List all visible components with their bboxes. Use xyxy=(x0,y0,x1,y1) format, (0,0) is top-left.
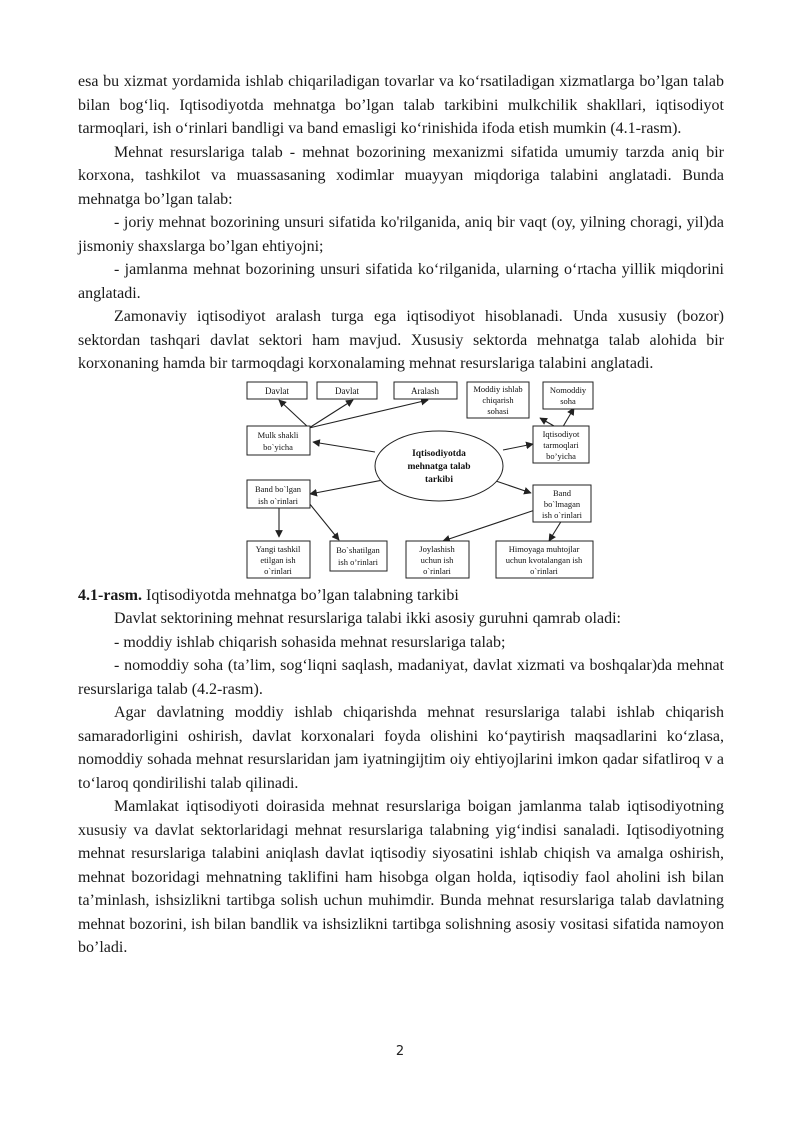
svg-text:bo’yicha: bo’yicha xyxy=(546,450,576,461)
svg-text:Joylashish: Joylashish xyxy=(419,543,455,554)
paragraph-4: - jamlanma mehnat bozorining unsuri sifatida ko‘rilganida, ularning o‘rtacha yillik miqdorini anglatadi. xyxy=(78,261,724,302)
paragraph-2: Mehnat resurslariga talab - mehnat bozorining mexanizmi sifatida umumiy tarzda aniq bir korxona, tashkilot va muassasaning xodimlar muayyan miqdoriga talabini anglatadi. Bunda mehnatga bo’lgan talab: xyxy=(78,143,724,208)
paragraph-5: Zamonaviy iqtisodiyot aralash turga ega iqtisodiyot hisoblanadi. Unda xususiy (bozor) sektordan tashqari davlat sektori ham mavjud. Xususiy sektorda mehnatga talab alohida bir korxonaning hamda bir tarmoqdagi korxonalaming mehnat resurslariga talabini anglatadi. xyxy=(78,308,724,372)
svg-text:Nomoddiy: Nomoddiy xyxy=(549,384,587,395)
center-line-3: tarkibi xyxy=(425,474,453,485)
box-band xyxy=(247,480,310,508)
page-number: 2 xyxy=(395,1044,405,1059)
svg-text:sohasi: sohasi xyxy=(487,405,509,416)
svg-text:etilgan ish: etilgan ish xyxy=(260,554,296,565)
box-davlat-2 xyxy=(317,382,377,399)
svg-text:tarmoqlari: tarmoqlari xyxy=(543,439,579,450)
box-tarmoqlar xyxy=(533,426,589,463)
svg-text:o`rinlari: o`rinlari xyxy=(264,565,292,576)
document-page xyxy=(78,70,724,960)
box-davlat-1 xyxy=(247,382,307,399)
svg-text:Davlat: Davlat xyxy=(265,385,289,396)
box-moddiy xyxy=(467,382,529,418)
box-aralash xyxy=(394,382,457,399)
svg-text:bo`lmagan: bo`lmagan xyxy=(543,498,581,509)
center-node xyxy=(375,431,503,501)
box-band-emas xyxy=(533,485,591,522)
box-boshatilgan xyxy=(330,541,387,571)
figure-caption xyxy=(78,584,724,608)
box-yangi xyxy=(247,541,310,578)
svg-text:Band: Band xyxy=(553,487,571,498)
svg-text:ish o`rinlari: ish o`rinlari xyxy=(258,495,298,506)
svg-text:Yangi tashkil: Yangi tashkil xyxy=(255,543,301,554)
svg-text:bo`yicha: bo`yicha xyxy=(263,441,293,452)
svg-text:Mulk shakli: Mulk shakli xyxy=(257,429,299,440)
paragraph-10: Mamlakat iqtisodiyoti doirasida mehnat resurslariga boigan jamlanma talab iqtisodiyotning xususiy va davlat sektorlaridagi mehnat resurslariga talabning yig‘indisi sanaladi. Iqtisodiyotning mehnat resurslariga talabini aniqlash davlat iqtisodiy siyosatini ishlab chiqish va amalga oshirish, mehnat bozoridagi mehnatning taklifini ham hisobga olgan holda, iqtisodiy faol aholini ish bilan ta’minlash, ishsizlikni tartibga solish uchun muhimdir. Bunda mehnat resurslariga talab davlatning mehnat bozorini, ish bilan bandlik va ishsizlikni tartibga solishning asosiy vositasi sifatida namoyon bo’ladi. xyxy=(78,798,724,956)
svg-text:Band bo`lgan: Band bo`lgan xyxy=(254,483,302,494)
svg-text:Bo`shatilgan: Bo`shatilgan xyxy=(336,544,380,555)
box-joylashish xyxy=(406,541,469,578)
box-nomoddiy xyxy=(543,382,593,409)
paragraph-9: Agar davlatning moddiy ishlab chiqarishda mehnat resurslariga talabi ishlab chiqarish samaradorligini oshirish, davlat korxonalari foyda olishini ko‘paytirish maqsadlarini ko‘zlasa, nomoddiy sohada mehnat resurslaridan jam iyatningijtim oiy ehtiyojlarini imkon qadar sifatliroq v a to‘laroq qondirilishi talab qilinadi. xyxy=(78,704,724,792)
svg-text:uchun ish: uchun ish xyxy=(420,554,454,565)
caption-number: 4.1-rasm. xyxy=(78,586,142,604)
center-line-2: mehnatga talab xyxy=(407,461,471,472)
paragraph-6: Davlat sektorining mehnat resurslariga talabi ikki asosiy guruhni qamrab oladi: xyxy=(114,610,621,627)
svg-text:uchun kvotalangan ish: uchun kvotalangan ish xyxy=(505,554,583,565)
caption-text: Iqtisodiyotda mehnatga bo’lgan talabning tarkibi xyxy=(141,586,459,604)
demand-structure-diagram xyxy=(243,380,595,584)
svg-text:Himoyaga muhtojlar: Himoyaga muhtojlar xyxy=(508,543,580,554)
svg-text:ish o’rinlari: ish o’rinlari xyxy=(338,556,378,567)
paragraph-8: - nomoddiy soha (ta’lim, sog‘liqni saqlash, madaniyat, davlat xizmati va boshqalar)da mehnat resurslariga talab (4.2-rasm). xyxy=(78,657,724,698)
paragraph-7: - moddiy ishlab chiqarish sohasida mehnat resurslariga talab; xyxy=(114,633,506,651)
svg-text:Aralash: Aralash xyxy=(411,385,439,396)
svg-text:ish o`rinlari: ish o`rinlari xyxy=(542,509,582,520)
svg-text:chiqarish: chiqarish xyxy=(482,394,514,405)
svg-text:o`rinlari: o`rinlari xyxy=(423,565,451,576)
center-line-1: Iqtisodiyotda xyxy=(412,448,466,459)
box-himoya xyxy=(496,541,593,578)
svg-text:Davlat: Davlat xyxy=(335,385,359,396)
svg-text:Iqtisodiyot: Iqtisodiyot xyxy=(542,428,580,439)
box-mulk-shakli xyxy=(247,426,310,455)
paragraph-3: - joriy mehnat bozorining unsuri sifatida ko'rilganida, aniq bir vaqt (oy, yilning choragi, yil)da jismoniy shaxslarga bo’lgan ehtiyojni; xyxy=(78,214,724,255)
paragraph-1: esa bu xizmat yordamida ishlab chiqariladigan tovarlar va ko‘rsatiladigan xizmatlarga bo’lgan talab bilan bog‘liq. Iqtisodiyotda mehnatga bo’lgan talab tarkibini mulkchilik shakllari, iqtisodiyot tarmoqlari, ish o‘rinlari bandligi va band emasligi ko‘rinishida ifoda etish mumkin (4.1-rasm). xyxy=(78,73,724,137)
svg-text:soha: soha xyxy=(560,395,576,406)
svg-text:Moddiy ishlab: Moddiy ishlab xyxy=(473,383,523,394)
svg-text:o`rinlari: o`rinlari xyxy=(530,565,558,576)
